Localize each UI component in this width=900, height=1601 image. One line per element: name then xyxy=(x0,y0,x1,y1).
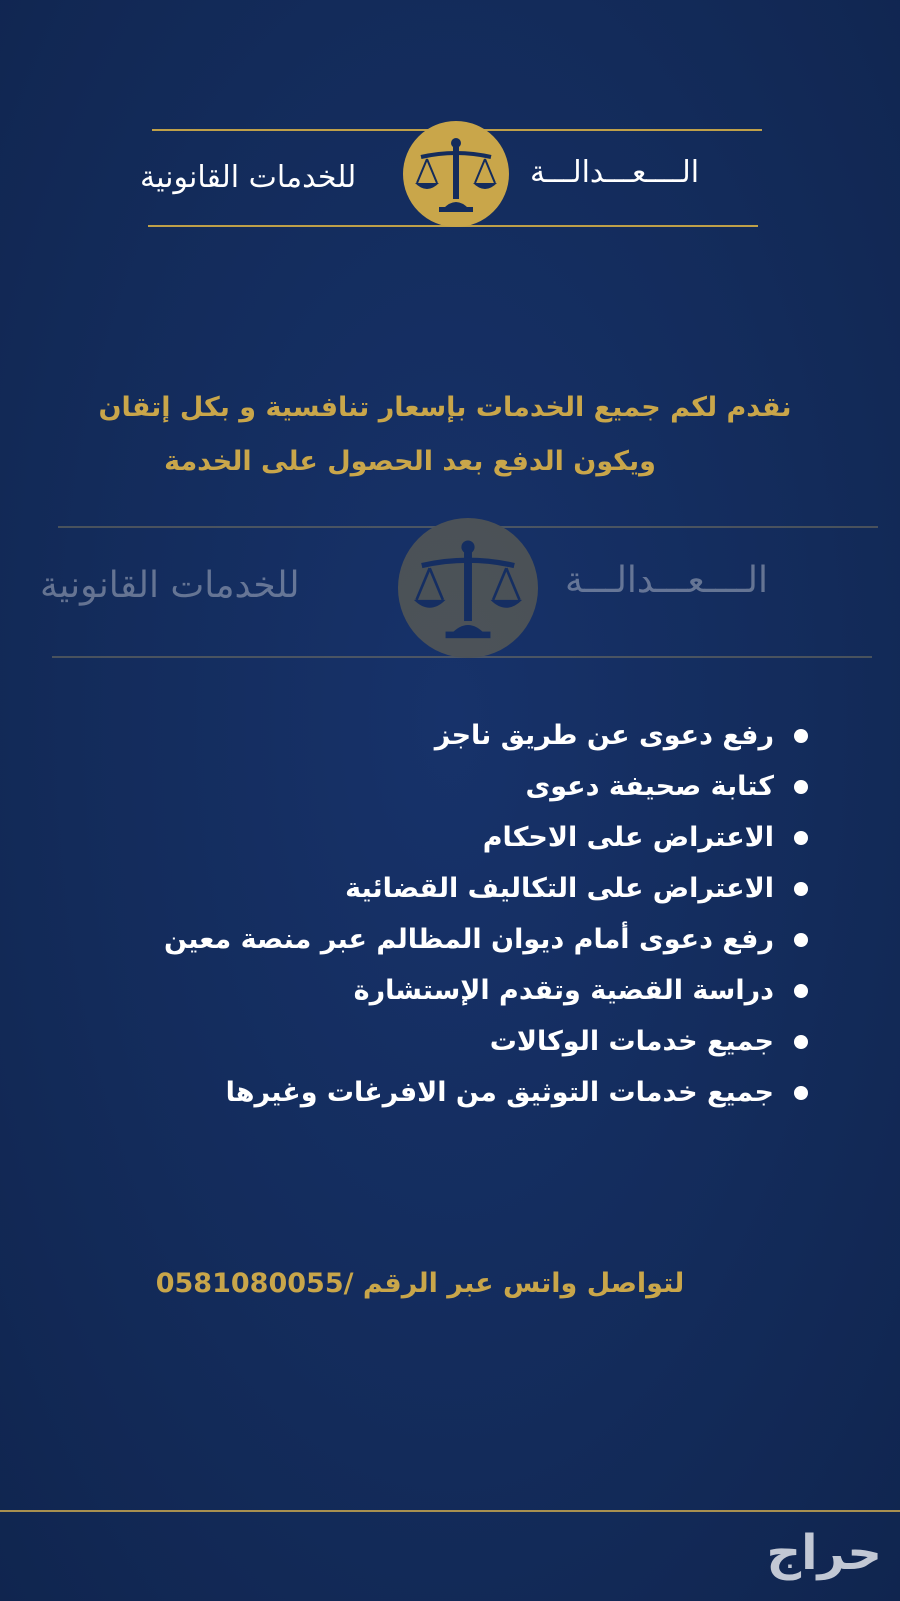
bullet-dot-icon xyxy=(794,831,808,845)
service-label: الاعتراض على التكاليف القضائية xyxy=(345,873,774,904)
service-item xyxy=(48,965,808,1016)
watermark-brand-right: الــــعـــدالـــة xyxy=(565,560,768,601)
bullet-dot-icon xyxy=(794,933,808,947)
service-label: رفع دعوى أمام ديوان المظالم عبر منصة معين xyxy=(163,924,774,955)
bullet-dot-icon xyxy=(794,984,808,998)
bullet-dot-icon xyxy=(794,1086,808,1100)
service-item xyxy=(48,863,808,914)
tagline-line-1: نقدم لكم جميع الخدمات بإسعار تنافسية و بكل إتقان xyxy=(98,392,792,423)
haraj-watermark: حراج xyxy=(766,1525,882,1581)
contact-whatsapp: لتواصل واتس عبر الرقم /0581080055 xyxy=(155,1268,685,1299)
services-list xyxy=(48,710,808,1118)
header-brand-right: الــــعـــدالـــة xyxy=(530,155,700,190)
bullet-dot-icon xyxy=(794,729,808,743)
service-label: الاعتراض على الاحكام xyxy=(482,822,774,853)
service-item xyxy=(48,1067,808,1118)
service-item xyxy=(48,914,808,965)
bullet-dot-icon xyxy=(794,1035,808,1049)
service-label: جميع خدمات التوثيق من الافرغات وغيرها xyxy=(225,1077,774,1108)
service-item xyxy=(48,812,808,863)
watermark-brand-left: للخدمات القانونية xyxy=(40,565,300,606)
bullet-dot-icon xyxy=(794,780,808,794)
service-label: دراسة القضية وتقدم الإستشارة xyxy=(353,975,774,1006)
service-item xyxy=(48,1016,808,1067)
service-label: كتابة صحيفة دعوى xyxy=(525,771,774,802)
bullet-dot-icon xyxy=(794,882,808,896)
header-brand-left: للخدمات القانونية xyxy=(140,160,357,195)
service-label: رفع دعوى عن طريق ناجز xyxy=(434,720,774,751)
service-item xyxy=(48,761,808,812)
tagline-line-2: ويكون الدفع بعد الحصول على الخدمة xyxy=(164,446,656,477)
service-item xyxy=(48,710,808,761)
footer-rule xyxy=(0,1510,900,1512)
scales-of-justice-icon xyxy=(398,518,538,658)
service-label: جميع خدمات الوكالات xyxy=(489,1026,774,1057)
